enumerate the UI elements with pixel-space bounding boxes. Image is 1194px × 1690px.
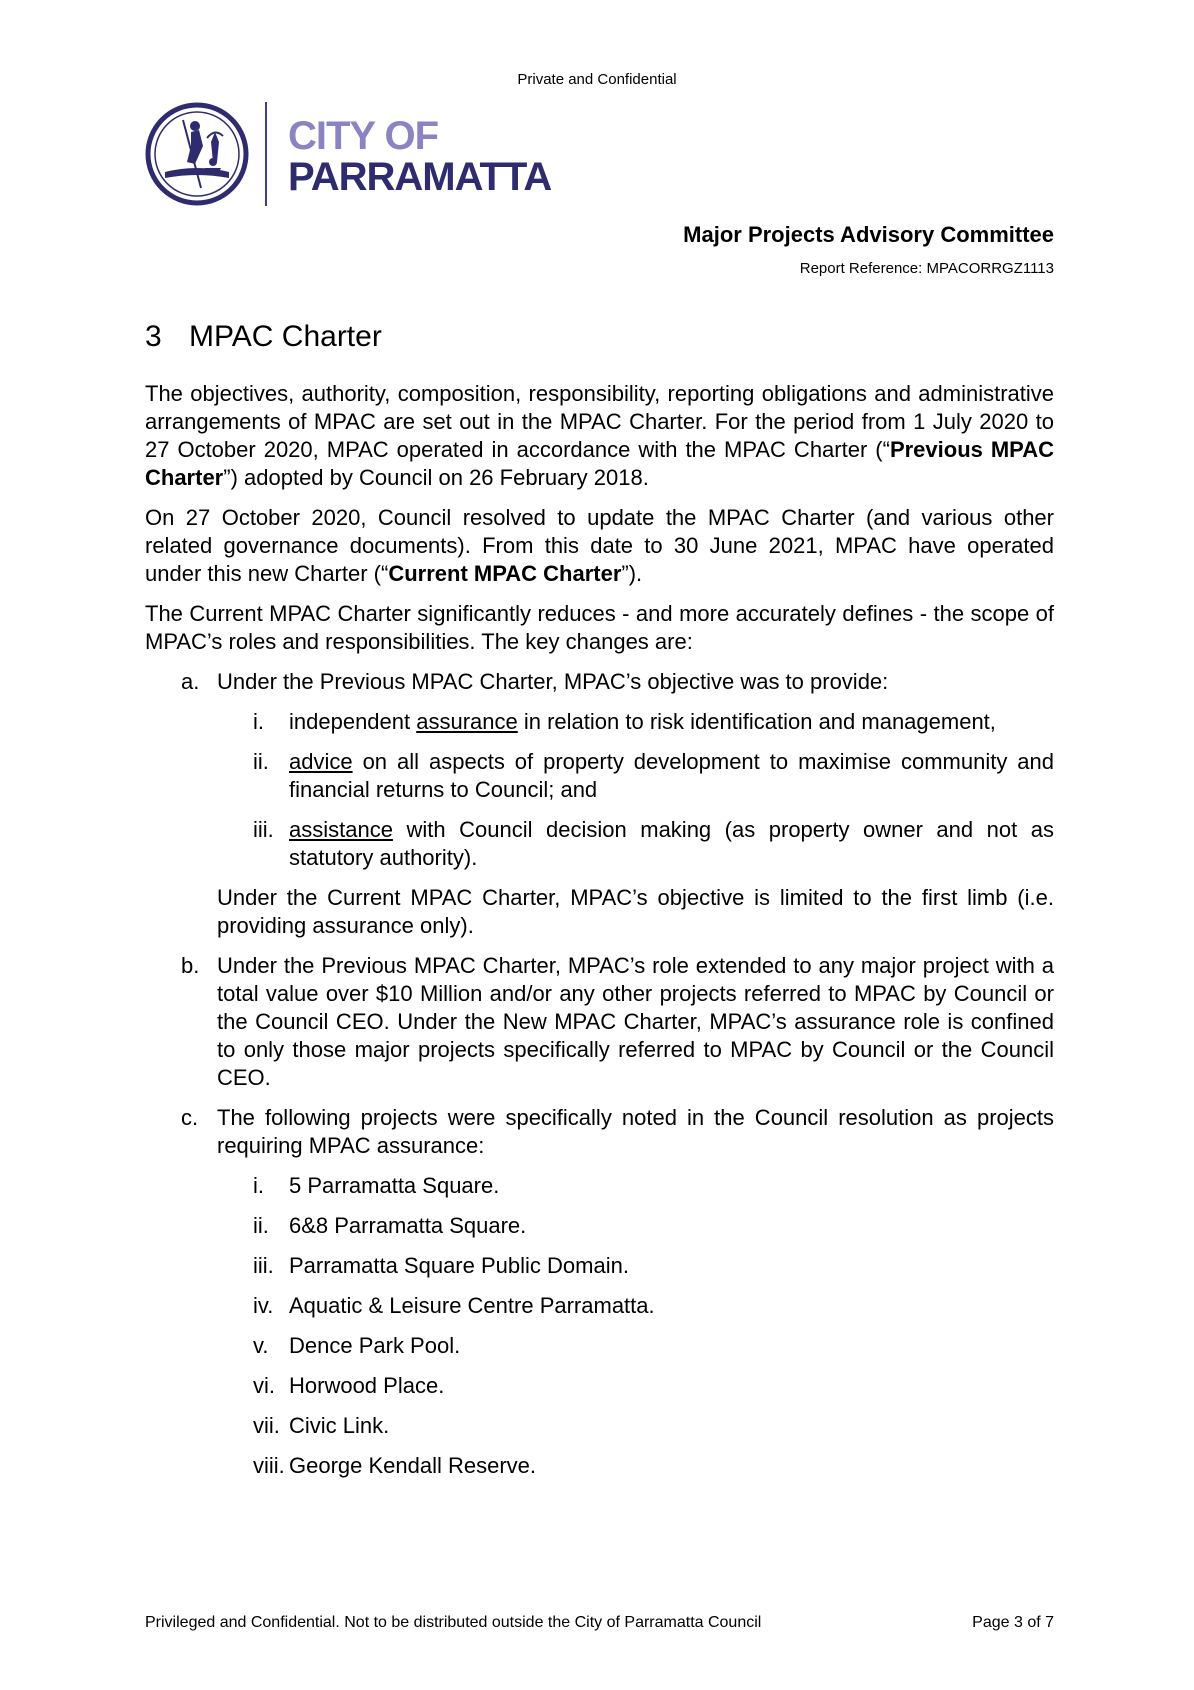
project-item: [217, 1332, 1054, 1360]
section-heading: [145, 320, 382, 354]
section-number: 3: [145, 320, 162, 353]
list-item-c: [145, 1104, 1054, 1480]
sublist-underlined: assistance: [289, 817, 393, 842]
project-name: Horwood Place.: [289, 1373, 445, 1398]
project-marker: vii.: [253, 1413, 280, 1438]
report-reference: Report Reference: MPACORRGZ1113: [799, 260, 1054, 277]
logo-text-city-of: CITY OF: [288, 114, 439, 158]
paragraph-1-text-end: ”) adopted by Council on 26 February 2018.: [223, 465, 649, 490]
project-name: George Kendall Reserve.: [289, 1453, 537, 1478]
sublist-marker: i.: [253, 709, 264, 734]
logo-text-parramatta: PARRAMATTA: [288, 155, 552, 199]
project-name: Dence Park Pool.: [289, 1333, 461, 1358]
project-marker: vi.: [253, 1373, 275, 1398]
project-name: 5 Parramatta Square.: [289, 1173, 500, 1198]
project-name: Civic Link.: [289, 1413, 390, 1438]
sublist-underlined: assurance: [416, 709, 518, 734]
project-name: Parramatta Square Public Domain.: [289, 1253, 629, 1278]
paragraph-2-text: On 27 October 2020, Council resolved to update the MPAC Charter (and various other related governance documents). From this date to 30 June 2021, MPAC have operated under this new Charter (“: [145, 505, 1054, 586]
sublist-text-end: with Council decision making (as property owner and not as statutory authority).: [289, 817, 1054, 870]
list-marker: a.: [181, 669, 200, 694]
list-item-a-lead: Under the Previous MPAC Charter, MPAC’s objective was to provide:: [217, 669, 889, 694]
sublist-text: independent: [289, 709, 417, 734]
project-marker: iv.: [253, 1293, 274, 1318]
document-body: [145, 380, 1054, 1492]
sublist-item: [217, 816, 1054, 872]
committee-title: Major Projects Advisory Committee: [683, 222, 1054, 247]
project-item: [217, 1172, 1054, 1200]
section-title: MPAC Charter: [189, 320, 382, 353]
sublist-marker: iii.: [253, 817, 274, 842]
project-name: 6&8 Parramatta Square.: [289, 1213, 527, 1238]
project-item: [217, 1292, 1054, 1320]
sublist-text-end: on all aspects of property development to maximise community and financial returns to Council; and: [289, 749, 1054, 802]
header-confidential-label: Private and Confidential: [517, 71, 677, 88]
paragraph-2-text-end: ”).: [621, 561, 643, 586]
list-marker: c.: [181, 1105, 199, 1130]
project-marker: ii.: [253, 1213, 269, 1238]
project-item: [217, 1212, 1054, 1240]
city-of-parramatta-logo: [145, 102, 552, 210]
sublist-text-end: in relation to risk identification and management,: [517, 709, 996, 734]
list-item-c-lead: The following projects were specifically noted in the Council resolution as projects requiring MPAC assurance:: [217, 1105, 1054, 1158]
key-changes-list: [145, 668, 1054, 1480]
project-item: [217, 1412, 1054, 1440]
footer-confidential-note: Privileged and Confidential. Not to be distributed outside the City of Parramatta Council: [145, 1614, 762, 1631]
list-item-b: [145, 952, 1054, 1092]
paragraph-1-text: The objectives, authority, composition, responsibility, reporting obligations and administrative arrangements of MPAC are set out in the MPAC Charter. For the period from 1 July 2020 to 27 October 2020, MPAC operated in accordance with the MPAC Charter (“: [145, 381, 1054, 462]
project-marker: i.: [253, 1173, 264, 1198]
footer-page-number: Page 3 of 7: [972, 1614, 1054, 1631]
objectives-sublist: [217, 708, 1054, 872]
project-name: Aquatic & Leisure Centre Parramatta.: [289, 1293, 655, 1318]
project-item: [217, 1372, 1054, 1400]
paragraph-1-bold: Previous MPAC Charter: [145, 437, 1054, 490]
paragraph-1: [145, 380, 1054, 492]
paragraph-3: The Current MPAC Charter significantly reduces - and more accurately defines - the scope of MPAC’s roles and responsibilities. The key changes are:: [145, 601, 1054, 654]
project-item: [217, 1452, 1054, 1480]
sublist-underlined: advice: [289, 749, 353, 774]
list-marker: b.: [181, 953, 200, 978]
list-item-a: [145, 668, 1054, 940]
paragraph-2: [145, 504, 1054, 588]
logo-emblem-icon: [145, 102, 249, 206]
list-item-b-text: Under the Previous MPAC Charter, MPAC’s role extended to any major project with a total value over $10 Million and/or any other projects referred to MPAC by Council or the Council CEO. Under the New MPAC Charter, MPAC’s assurance role is confined to only those major projects specifically referred to MPAC by Council or the Council CEO.: [217, 953, 1054, 1090]
projects-sublist: [217, 1172, 1054, 1480]
paragraph-2-bold: Current MPAC Charter: [388, 561, 622, 586]
project-marker: iii.: [253, 1253, 274, 1278]
list-item-a-trail: Under the Current MPAC Charter, MPAC’s objective is limited to the first limb (i.e. providing assurance only).: [217, 885, 1054, 938]
sublist-item: [217, 748, 1054, 804]
project-marker: viii.: [253, 1453, 285, 1478]
sublist-item: [217, 708, 1054, 736]
project-item: [217, 1252, 1054, 1280]
logo-divider: [265, 102, 267, 206]
sublist-marker: ii.: [253, 749, 269, 774]
project-marker: v.: [253, 1333, 269, 1358]
